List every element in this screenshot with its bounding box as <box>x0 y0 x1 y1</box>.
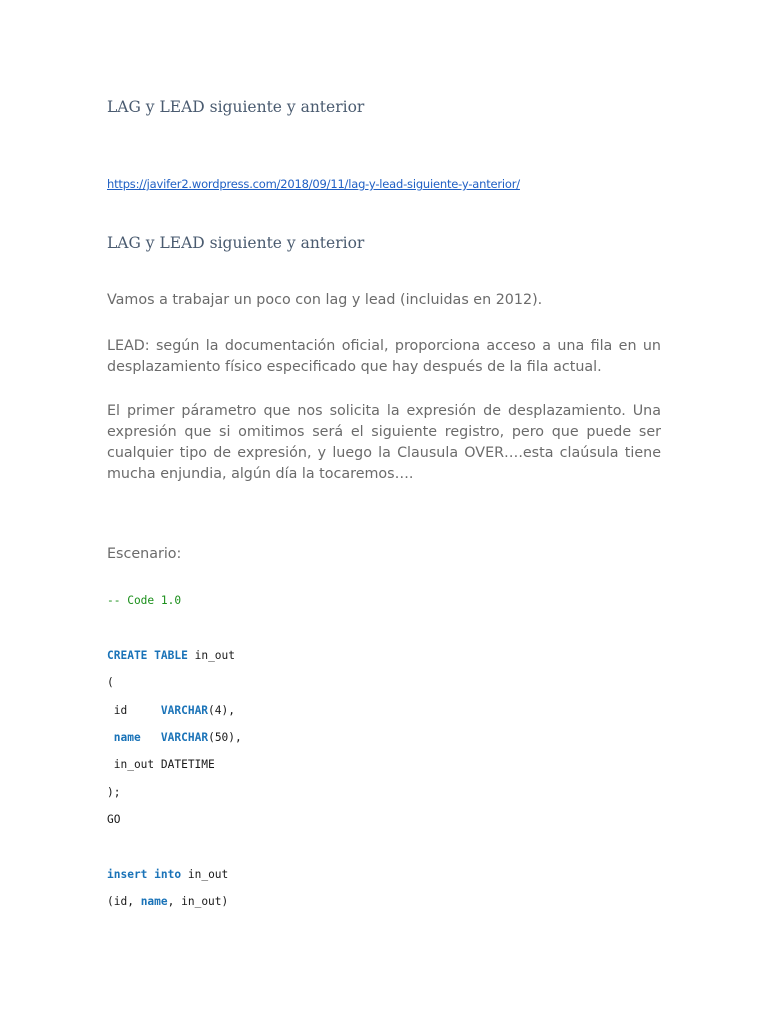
scenario-label: Escenario: <box>107 546 182 562</box>
source-link[interactable]: https://javifer2.wordpress.com/2018/09/11/lag-y-lead-siguiente-y-anterior/ <box>107 177 520 191</box>
column-name-keyword: name <box>140 895 168 908</box>
code-line-insert-columns <box>107 895 228 908</box>
lead-paragraph: LEAD: según la documentación oficial, proporciona acceso a una fila en un desplazamiento físico especificado que hay después de la fila actual. <box>107 338 661 375</box>
code-line-col-in-out: in_out DATETIME <box>107 758 215 771</box>
columns-close: , in_out) <box>167 895 229 908</box>
keyword-into: into <box>154 868 182 881</box>
code-line-open-paren: ( <box>107 676 114 689</box>
code-comment: -- Code 1.0 <box>107 594 182 607</box>
keyword-varchar: VARCHAR <box>160 731 209 744</box>
varchar-arg: (4), <box>208 704 235 717</box>
code-line-create-table <box>107 649 235 662</box>
columns-open: (id, <box>107 895 141 908</box>
code-line-insert <box>107 868 228 881</box>
insert-table-name: in_out <box>181 868 229 881</box>
code-line-col-name <box>107 731 242 744</box>
column-name-keyword: name <box>113 731 141 744</box>
code-line-go: GO <box>107 813 121 826</box>
code-line-col-id <box>107 704 235 717</box>
article-heading: LAG y LEAD siguiente y anterior <box>107 234 365 252</box>
intro-paragraph: Vamos a trabajar un poco con lag y lead (incluidas en 2012). <box>107 292 543 308</box>
keyword-table: TABLE <box>154 649 188 662</box>
page-heading: LAG y LEAD siguiente y anterior <box>107 98 365 116</box>
keyword-create: CREATE <box>107 649 148 662</box>
table-name: in_out <box>187 649 236 662</box>
varchar-arg: (50), <box>208 731 242 744</box>
column-id: id <box>107 704 161 717</box>
keyword-varchar: VARCHAR <box>160 704 209 717</box>
keyword-insert: insert <box>107 868 148 881</box>
code-line-close-paren: ); <box>107 786 121 799</box>
parameter-paragraph: El primer párametro que nos solicita la expresión de desplazamiento. Una expresión que si omitimos será el siguiente registro, pero que puede ser cualquier tipo de expresión, y luego la Clausula OVER….esta claúsula tiene mucha enjundia, algún día la tocaremos…. <box>107 403 661 482</box>
